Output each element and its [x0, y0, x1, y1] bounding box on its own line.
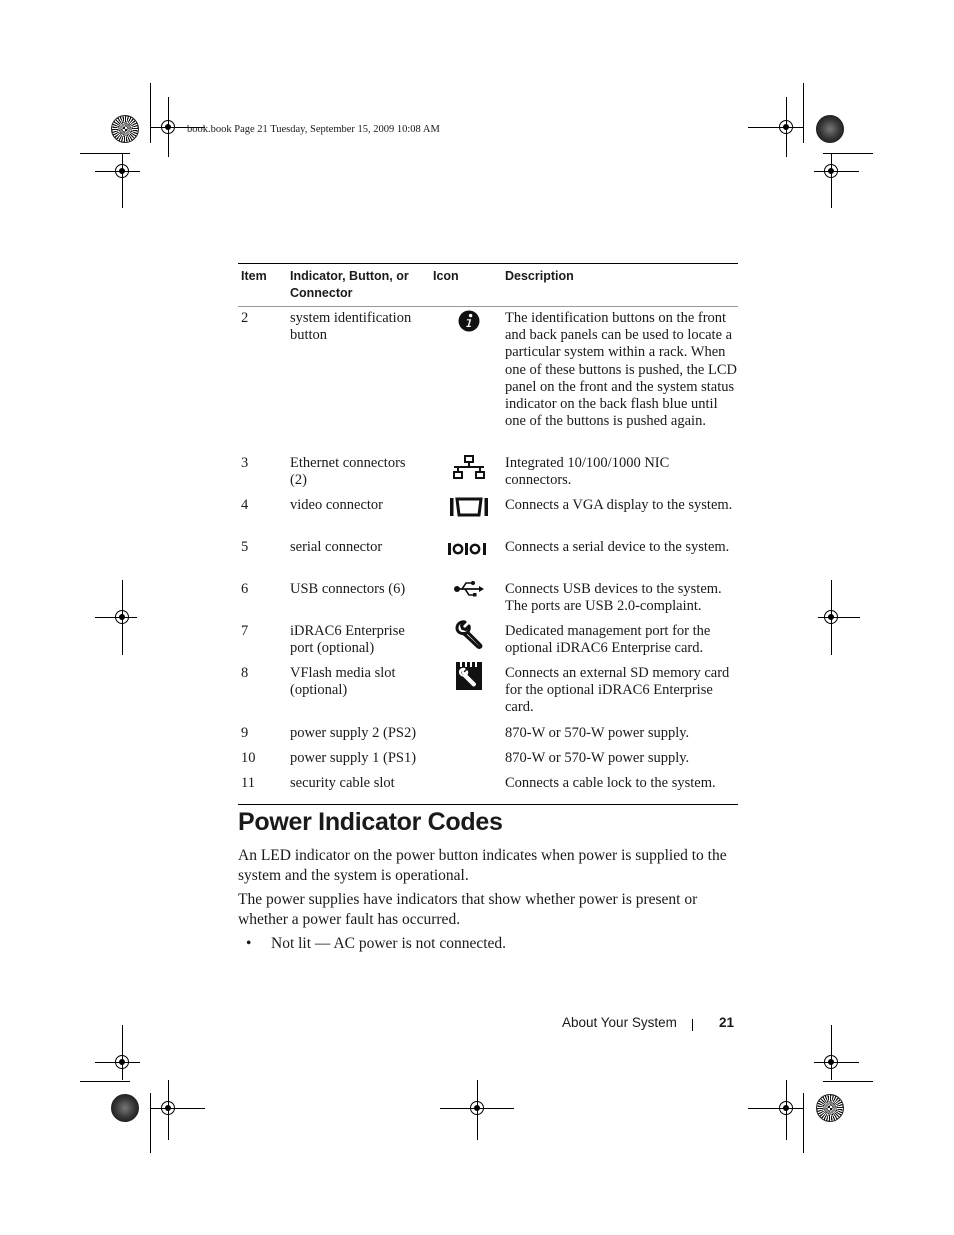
footer-section-name: About Your System	[562, 1015, 677, 1030]
table-row	[238, 665, 738, 725]
cell-indicator: security cable slot	[290, 775, 395, 791]
table-row	[238, 581, 738, 623]
video-port-icon	[449, 496, 489, 539]
cell-item: 11	[241, 775, 255, 791]
cell-icon	[433, 497, 505, 539]
registration-target	[824, 164, 838, 178]
header-item: Item	[241, 269, 267, 283]
registration-rosette	[111, 115, 139, 143]
cell-indicator: Ethernet connectors (2)	[290, 455, 406, 489]
cell-icon	[433, 665, 505, 725]
table-row	[238, 725, 738, 750]
cell-icon	[433, 775, 505, 800]
cell-indicator: system identification button	[290, 310, 412, 344]
cell-item: 5	[241, 539, 249, 555]
cell-description: 870-W or 570-W power supply.	[505, 725, 690, 741]
registration-target	[115, 610, 129, 624]
cell-description: Integrated 10/100/1000 NIC connectors.	[505, 455, 670, 489]
registration-rosette	[816, 115, 844, 143]
table-row	[238, 539, 738, 581]
cell-indicator: power supply 1 (PS1)	[290, 750, 417, 766]
cell-description: Connects a VGA display to the system.	[505, 497, 733, 513]
cell-description: Connects an external SD memory card for the optional iDRAC6 Enterprise card.	[505, 665, 730, 716]
cell-indicator: USB connectors (6)	[290, 581, 406, 597]
cell-item: 10	[241, 750, 256, 766]
registration-rosette	[111, 1094, 139, 1122]
registration-target	[115, 164, 129, 178]
registration-target	[115, 1055, 129, 1069]
cell-description: Connects USB devices to the system. The ports are USB 2.0-complaint.	[505, 581, 722, 615]
cell-icon	[433, 539, 505, 581]
page-number: 21	[719, 1015, 735, 1030]
header-icon: Icon	[433, 269, 459, 283]
file-header: book.book Page 21 Tuesday, September 15, 2009 10:08 AM	[187, 124, 440, 135]
table-row	[238, 497, 738, 539]
cell-item: 7	[241, 623, 249, 639]
cell-icon	[433, 725, 505, 750]
network-icon	[451, 455, 487, 497]
paragraph: An LED indicator on the power button indicates when power is supplied to the system and the system is operational.	[238, 847, 727, 884]
cell-indicator: iDRAC6 Enterprise port (optional)	[290, 623, 405, 657]
cell-description: 870-W or 570-W power supply.	[505, 750, 690, 766]
section-title: Power Indicator Codes	[238, 808, 503, 836]
cell-indicator: serial connector	[290, 539, 383, 555]
cell-description: The identification buttons on the front and back panels can be used to locate a particular system within a rack. When one of these buttons is pushed, the LCD panel on the front and the system status indicator on the back flash blue until one of the buttons is pushed again.	[505, 310, 737, 430]
cell-description: Connects a serial device to the system.	[505, 539, 730, 555]
cell-item: 4	[241, 497, 249, 513]
cell-icon	[433, 455, 505, 497]
registration-target	[779, 1101, 793, 1115]
registration-target	[161, 120, 175, 134]
cell-item: 2	[241, 310, 249, 326]
header-description: Description	[505, 269, 574, 283]
cell-icon	[433, 310, 505, 455]
table-row	[238, 775, 738, 800]
cell-item: 9	[241, 725, 249, 741]
table-row	[238, 750, 738, 775]
cell-indicator: VFlash media slot (optional)	[290, 665, 396, 699]
footer-divider	[692, 1019, 693, 1031]
list-item	[238, 934, 738, 954]
table-header	[238, 264, 738, 304]
registration-target	[470, 1101, 484, 1115]
cell-item: 3	[241, 455, 249, 471]
bullet-text: Not lit — AC power is not connected.	[271, 935, 507, 952]
cell-description: Dedicated management port for the optional iDRAC6 Enterprise card.	[505, 623, 711, 657]
cell-icon	[433, 623, 505, 665]
registration-target	[161, 1101, 175, 1115]
sd-card-wrench-icon	[455, 661, 483, 725]
cell-icon	[433, 581, 505, 623]
wrench-icon	[454, 620, 484, 665]
registration-target	[779, 120, 793, 134]
info-icon	[458, 310, 480, 455]
registration-rosette	[816, 1094, 844, 1122]
cell-indicator: power supply 2 (PS2)	[290, 725, 417, 741]
table-body	[238, 307, 738, 800]
registration-target	[824, 1055, 838, 1069]
table-row	[238, 310, 738, 455]
cell-item: 8	[241, 665, 249, 681]
usb-icon	[453, 579, 485, 623]
bullet-marker: •	[246, 935, 252, 952]
table-row	[238, 455, 738, 497]
cell-icon	[433, 750, 505, 775]
header-indicator: Indicator, Button, or Connector	[290, 269, 409, 300]
paragraph: The power supplies have indicators that show whether power is present or whether a power fault has occurred.	[238, 891, 698, 928]
table-row	[238, 623, 738, 665]
rear-panel-table	[238, 263, 738, 805]
cell-indicator: video connector	[290, 497, 384, 513]
cell-item: 6	[241, 581, 249, 597]
cell-description: Connects a cable lock to the system.	[505, 775, 716, 791]
serial-port-icon	[447, 541, 491, 581]
registration-target	[824, 610, 838, 624]
